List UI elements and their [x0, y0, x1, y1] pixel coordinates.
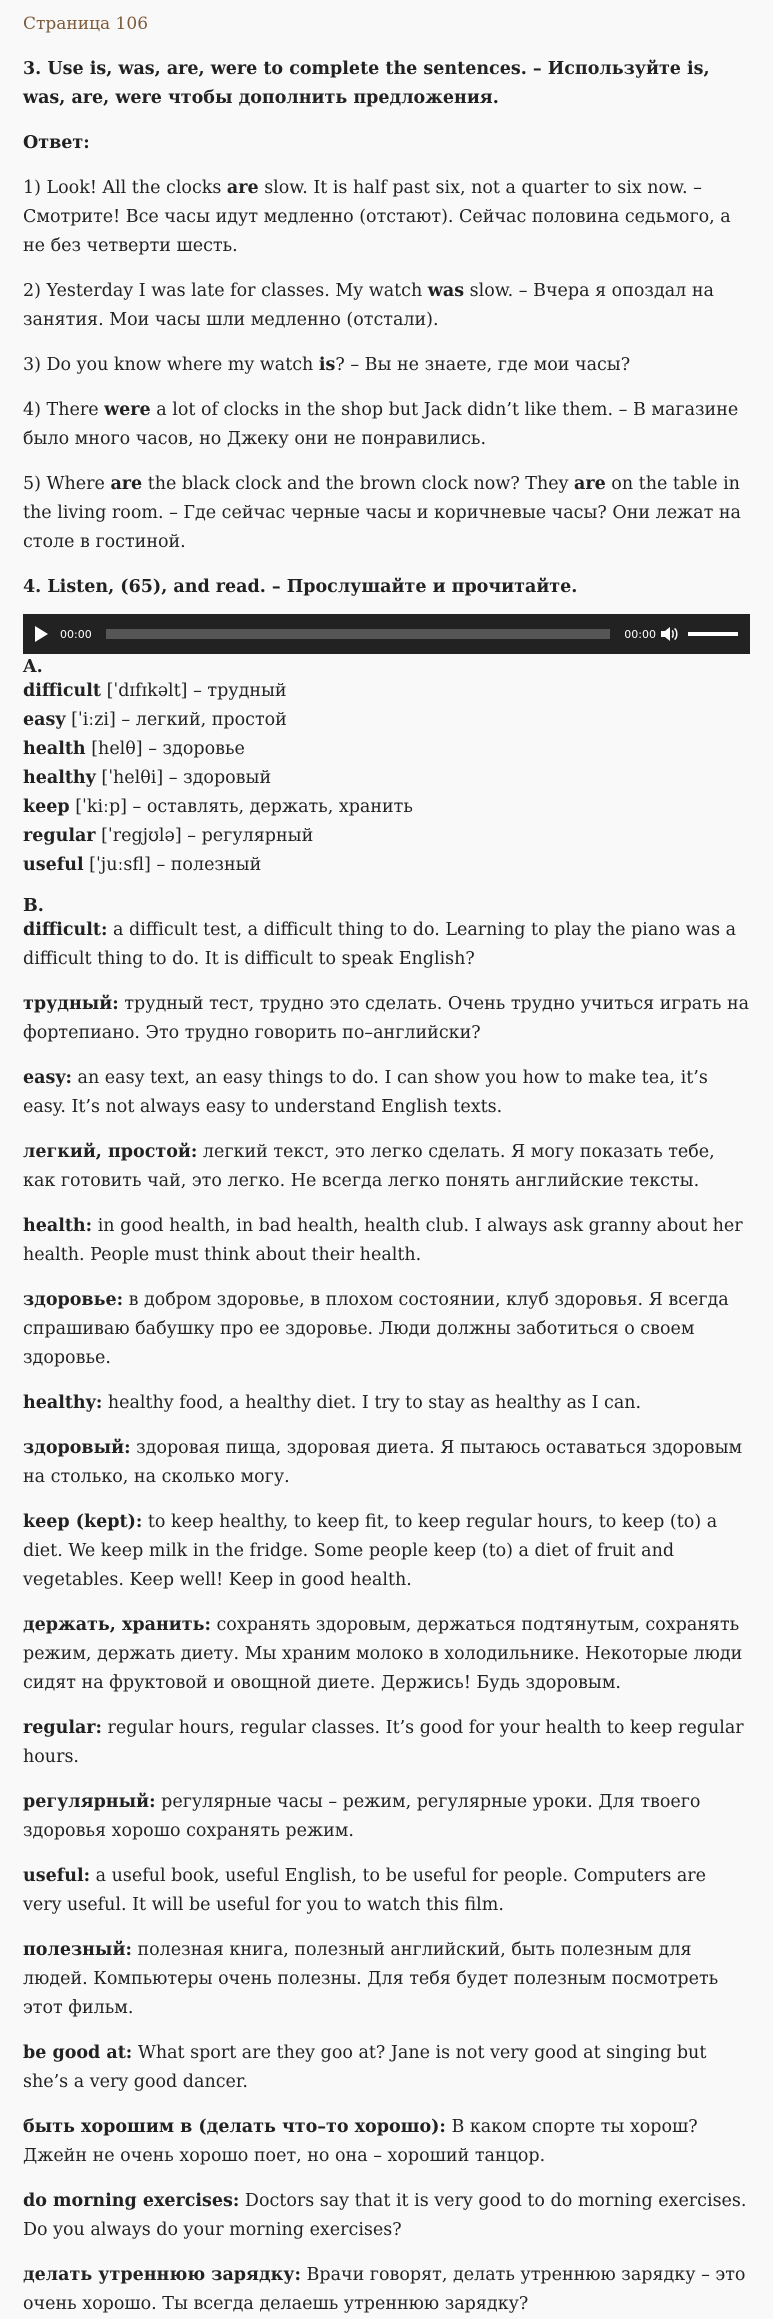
- entry: easy: an easy text, an easy things to do. I can show you how to make tea, it’s easy. It’s not always easy to understand English texts.: [23, 1068, 708, 1117]
- vocab-item: keep [ˈkiːp] – оставлять, держать, хранить: [23, 797, 413, 817]
- exercise-4-title: 4. Listen, (65), and read. – Прослушайте и прочитайте.: [23, 577, 578, 597]
- answer-label: Ответ:: [23, 133, 90, 153]
- vocab-item: healthy [ˈhelθi] – здоровый: [23, 768, 272, 788]
- section-a-label: A.: [23, 657, 43, 677]
- exercise-3-title: 3. Use is, was, are, were to complete the sentences. – Используйте is, was, are, were чтобы дополнить предложения.: [23, 59, 710, 108]
- entry: быть хорошим в (делать что–то хорошо): В каком спорте ты хорош? Джейн не очень хорошо поет, но она – хороший танцор.: [23, 2117, 698, 2166]
- section-b-label: B.: [23, 896, 44, 916]
- vocabulary-list: [23, 677, 750, 880]
- entry: be good at: What sport are they goo at? Jane is not very good at singing but she’s a very good dancer.: [23, 2043, 707, 2092]
- ex3-item-5: 5) Where are the black clock and the brown clock now? They are on the table in the living room. – Где сейчас черные часы и коричневые часы? Они лежат на столе в гостиной.: [23, 474, 741, 552]
- entry: healthy: healthy food, a healthy diet. I try to stay as healthy as I can.: [23, 1393, 642, 1413]
- audio-player: [23, 614, 750, 654]
- ex3-item-1: 1) Look! All the clocks are slow. It is half past six, not a quarter to six now. – Смотрите! Все часы идут медленно (отстают). Сейчас половина седьмого, а не без четверти шесть.: [23, 178, 731, 256]
- entry: полезный: полезная книга, полезный английский, быть полезным для людей. Компьютеры очень полезны. Для тебя будет полезным посмотреть этот фильм.: [23, 1940, 719, 2018]
- ex3-item-4: 4) There were a lot of clocks in the shop but Jack didn’t like them. – В магазине было много часов, но Джеку они не понравились.: [23, 400, 739, 449]
- duration: 00:00: [624, 627, 656, 641]
- entry: здоровье: в добром здоровье, в плохом состоянии, клуб здоровья. Я всегда спрашиваю бабушку про ее здоровье. Люди должны заботиться о своем здоровье.: [23, 1290, 729, 1368]
- ex3-item-2: 2) Yesterday I was late for classes. My watch was slow. – Вчера я опоздал на занятия. Мои часы шли медленно (отстали).: [23, 281, 714, 330]
- entry: делать утреннюю зарядку: Врачи говорят, делать утреннюю зарядку – это очень хорошо. Ты всегда делаешь утреннюю зарядку?: [23, 2265, 746, 2314]
- play-icon[interactable]: [35, 626, 48, 642]
- vocab-item: health [helθ] – здоровье: [23, 739, 245, 759]
- entry: keep (kept): to keep healthy, to keep fit, to keep regular hours, to keep (to) a diet. We keep milk in the fridge. Some people keep (to) a diet of fruit and vegetables. Keep well! Keep in good health.: [23, 1512, 718, 1590]
- entry: difficult: a difficult test, a difficult thing to do. Learning to play the piano was a difficult thing to do. It is difficult to speak English?: [23, 920, 737, 969]
- vocab-item: difficult [ˈdɪfɪkəlt] – трудный: [23, 681, 287, 701]
- progress-rail[interactable]: [106, 629, 611, 639]
- page-label: Страница 106: [23, 14, 149, 34]
- vocab-item: useful [ˈjuːsfl] – полезный: [23, 855, 262, 875]
- current-time: 00:00: [60, 627, 92, 641]
- volume-slider[interactable]: [688, 632, 738, 636]
- entry: do morning exercises: Doctors say that it is very good to do morning exercises. Do you always do your morning exercises?: [23, 2191, 747, 2240]
- vocab-item: easy [ˈiːzi] – легкий, простой: [23, 710, 287, 730]
- entry: трудный: трудный тест, трудно это сделать. Очень трудно учиться играть на фортепиано. Это трудно говорить по–английски?: [23, 994, 750, 1043]
- entry: легкий, простой: легкий текст, это легко сделать. Я могу показать тебе, как готовить чай, это легко. Не всегда легко понять английские тексты.: [23, 1142, 715, 1191]
- entry: regular: regular hours, regular classes. It’s good for your health to keep regular hours.: [23, 1718, 744, 1767]
- entry: health: in good health, in bad health, health club. I always ask granny about her health. People must think about their health.: [23, 1216, 743, 1265]
- ex3-item-3: 3) Do you know where my watch is? – Вы не знаете, где мои часы?: [23, 355, 631, 375]
- vocab-item: regular [ˈregjʊlə] – регулярный: [23, 826, 314, 846]
- volume-icon[interactable]: [660, 626, 678, 642]
- entry: здоровый: здоровая пища, здоровая диета. Я пытаюсь оставаться здоровым на столько, на сколько могу.: [23, 1438, 743, 1487]
- entry: держать, хранить: сохранять здоровым, держаться подтянутым, сохранять режим, держать диету. Мы храним молоко в холодильнике. Некоторые люди сидят на фруктовой и овощной диете. Держись! Будь здоровым.: [23, 1615, 743, 1693]
- entry: регулярный: регулярные часы – режим, регулярные уроки. Для твоего здоровья хорошо сохранять режим.: [23, 1792, 701, 1841]
- entry: useful: a useful book, useful English, to be useful for people. Computers are very useful. It will be useful for you to watch this film.: [23, 1866, 707, 1915]
